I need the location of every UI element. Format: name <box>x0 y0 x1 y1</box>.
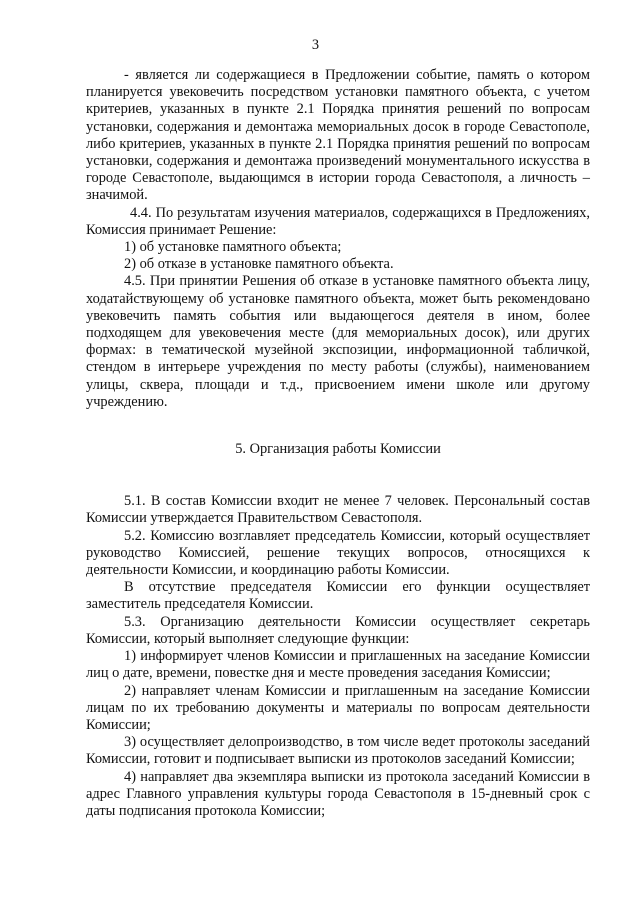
page-number: 3 <box>311 37 320 53</box>
paragraph-4-4: 4.4. По результатам изучения материалов, содержащихся в Предложениях, Комиссия принимает Решение: <box>86 204 590 238</box>
paragraph-decision-2: 2) об отказе в установке памятного объекта. <box>124 256 394 273</box>
paragraph-decision-1: 1) об установке памятного объекта; <box>124 239 342 256</box>
paragraph-5-1: 5.1. В состав Комиссии входит не менее 7 человек. Персональный состав Комиссии утверждается Правительством Севастополя. <box>86 493 590 527</box>
paragraph-4-5: 4.5. При принятии Решения об отказе в установке памятного объекта лицу, ходатайствующему об установке памятного объекта, может быть рекомендовано увековечить память события или выдающегося деятеля в ином, более подходящем для увековечения месте (для мемориальных досок), или других формах: в тематической музейной экспозиции, информационной табличкой, стендом в интерьере учреждения по месту работы (службы), наименованием улицы, сквера, площади и т.д., присвоением имени школе или другому учреждению. <box>86 273 590 410</box>
paragraph-function-3: 3) осуществляет делопроизводство, в том числе ведет протоколы заседаний Комиссии, готовит и подписывает выписки из протоколов заседаний Комиссии; <box>86 734 590 768</box>
paragraph-function-4: 4) направляет два экземпляра выписки из протокола заседаний Комиссии в адрес Главного управления культуры города Севастополя в 15-дневный срок с даты подписания протокола Комиссии; <box>86 768 590 819</box>
paragraph-function-1: 1) информирует членов Комиссии и приглашенных на заседание Комиссии лиц о дате, времени, повестке дня и месте проведения заседания Комиссии; <box>86 648 590 682</box>
paragraph-function-2: 2) направляет членам Комиссии и приглашенным на заседание Комиссии лицам по их требованию документы и материалы по вопросам деятельности Комиссии; <box>86 682 590 733</box>
document-body <box>86 67 590 820</box>
paragraph-5-3: 5.3. Организацию деятельности Комиссии осуществляет секретарь Комиссии, который выполняет следующие функции: <box>86 613 590 647</box>
paragraph-deputy: В отсутствие председателя Комиссии его функции осуществляет заместитель председателя Комиссии. <box>86 579 590 613</box>
paragraph-5-2: 5.2. Комиссию возглавляет председатель Комиссии, который осуществляет руководство Комиссией, решение текущих вопросов, относящихся к деятельности Комиссии, и координацию работы Комиссии. <box>86 527 590 579</box>
paragraph-criteria: - является ли содержащиеся в Предложении событие, память о котором планируется увековечить посредством установки памятного объекта, с учетом критериев, указанных в пункте 2.1 Порядка принятия решений по вопросам установки, содержания и демонтажа мемориальных досок в городе Севастополе, либо критериев, указанных в пункте 2.1 Порядка принятия решений по вопросам установки, содержания и демонтажа произведений монументального искусства в городе Севастополе, выдающимся в истории города Севастополя, а личность – значимой. <box>86 67 590 204</box>
section-title: 5. Организация работы Комиссии <box>235 441 441 458</box>
